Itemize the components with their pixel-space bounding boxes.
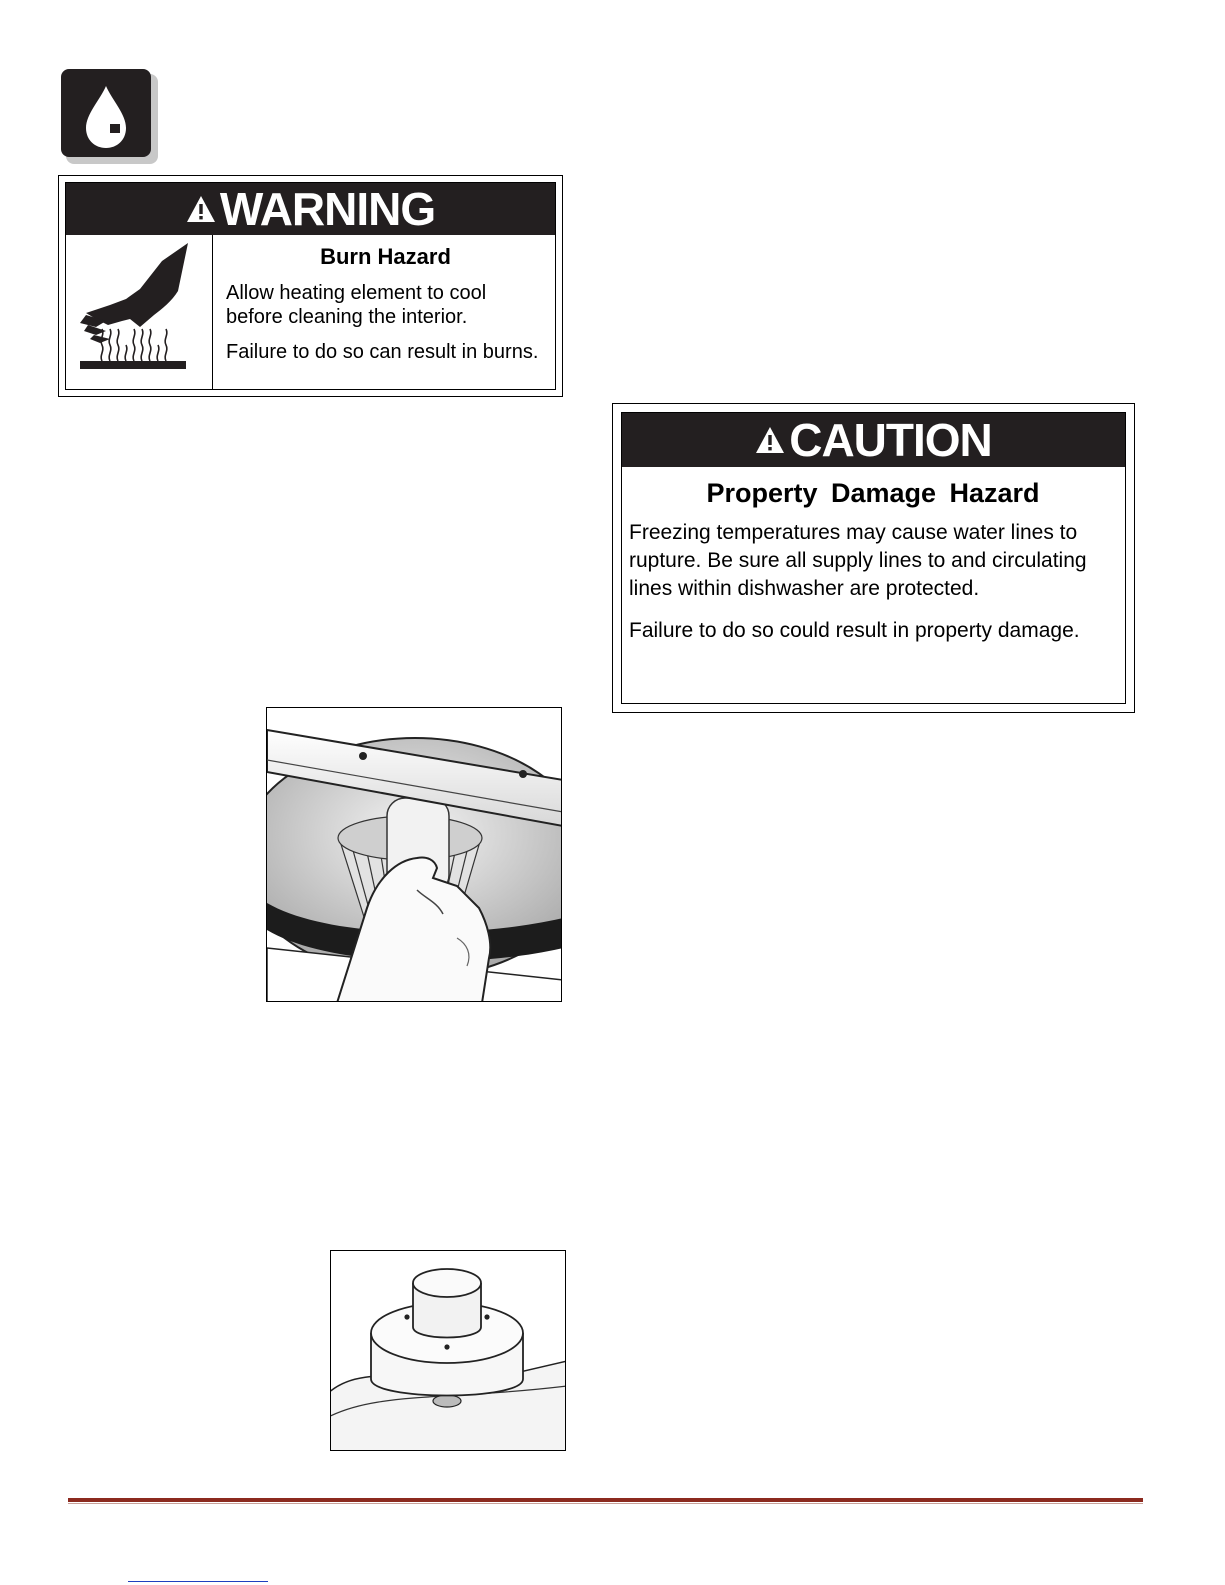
water-drop-icon <box>60 68 160 166</box>
caution-instruction: Freezing temperatures may cause water lines to rupture. Be sure all supply lines to and circulating lines within dishwasher are protected. <box>629 521 1087 600</box>
footer-link-underline[interactable] <box>128 1581 268 1582</box>
hot-surface-hand-icon <box>66 235 213 389</box>
warning-title: Burn Hazard <box>320 244 451 269</box>
warning-triangle-icon <box>755 425 785 455</box>
warning-label <box>58 175 563 397</box>
spray-arm-hub-illustration <box>330 1250 566 1451</box>
warning-header-text: WARNING <box>219 183 436 235</box>
warning-consequence: Failure to do so can result in burns. <box>226 341 539 363</box>
caution-consequence: Failure to do so could result in property damage. <box>629 619 1080 642</box>
caution-title: Property Damage Hazard <box>706 478 1040 508</box>
warning-instruction: Allow heating element to cool before cleaning the interior. <box>226 282 487 328</box>
spray-arm-removal-illustration <box>266 707 562 1002</box>
warning-triangle-icon <box>186 194 216 224</box>
warning-header <box>66 183 555 235</box>
footer-rule <box>68 1498 1143 1504</box>
caution-header <box>622 413 1125 467</box>
caution-header-text: CAUTION <box>789 414 992 466</box>
caution-label <box>612 403 1135 713</box>
